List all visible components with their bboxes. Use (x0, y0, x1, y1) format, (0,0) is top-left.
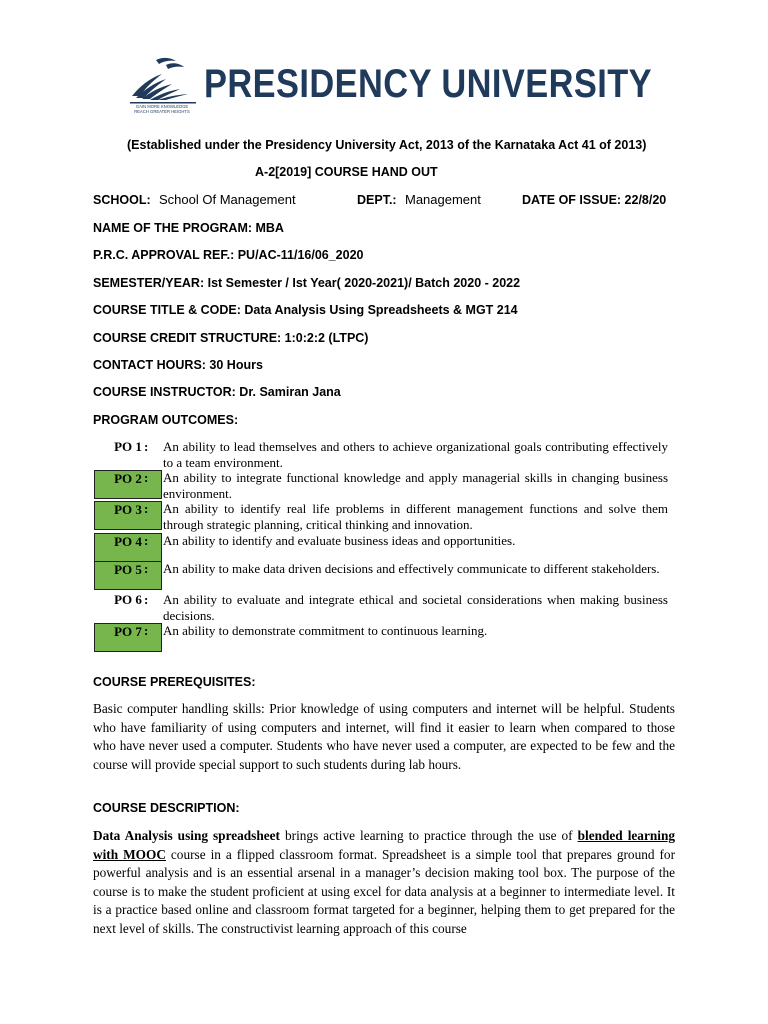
establishment-line: (Established under the Presidency University Act, 2013 of the Karnataka Act 41 of 2013) (127, 138, 647, 152)
outcome-colon: : (144, 592, 149, 607)
outcome-code: PO 4 (94, 533, 162, 562)
university-name: PRESIDENCY UNIVERSITY (204, 62, 653, 106)
course-instructor: COURSE INSTRUCTOR: Dr. Samiran Jana (93, 385, 341, 399)
handout-title: A-2[2019] COURSE HAND OUT (255, 165, 438, 179)
program-outcomes-heading: PROGRAM OUTCOMES: (93, 413, 239, 427)
school-value: School Of Management (159, 192, 296, 207)
prerequisites-heading: COURSE PREREQUISITES: (93, 675, 256, 689)
outcome-colon: : (144, 439, 149, 454)
outcome-colon: : (144, 561, 149, 576)
outcome-code: PO 3 (94, 501, 162, 530)
outcome-code: PO 2 (94, 470, 162, 499)
outcome-code: PO 1 (114, 439, 142, 454)
logo-tagline-2: REACH GREATER HEIGHTS (134, 109, 190, 114)
outcome-text: An ability to identify real life problems in different management functions and solve them through strategic planning, critical thinking and innovation. (163, 501, 668, 532)
outcome-text: An ability to identify and evaluate business ideas and opportunities. (163, 533, 516, 548)
outcome-text: An ability to demonstrate commitment to continuous learning. (163, 623, 488, 638)
dept-value: Management (405, 192, 481, 207)
outcome-colon: : (144, 623, 149, 638)
course-credit-structure: COURSE CREDIT STRUCTURE: 1:0:2:2 (LTPC) (93, 331, 369, 345)
outcome-code: PO 5 (94, 561, 162, 590)
description-text (93, 827, 675, 938)
dept-label: DEPT.: (357, 193, 397, 207)
prc-approval: P.R.C. APPROVAL REF.: PU/AC-11/16/06_2020 (93, 248, 364, 262)
description-part-1: brings active learning to practice through the use of (279, 828, 578, 843)
school-label: SCHOOL: (93, 193, 151, 207)
program-name: NAME OF THE PROGRAM: MBA (93, 221, 284, 235)
mooc-link[interactable]: blended learning with MOOC (93, 828, 675, 862)
outcome-colon: : (144, 470, 149, 485)
outcome-text: An ability to lead themselves and others to achieve organizational goals contributing effectively to a team environment. (163, 439, 668, 470)
description-lead: Data Analysis using spreadsheet (93, 828, 280, 843)
outcome-colon: : (144, 501, 149, 516)
university-logo (126, 56, 198, 114)
outcome-text: An ability to evaluate and integrate ethical and societal considerations when making business decisions. (163, 592, 668, 623)
outcome-code: PO 7 (94, 623, 162, 652)
logo-tagline-1: GAIN MORE KNOWLEDGE (135, 104, 189, 109)
outcome-colon: : (144, 533, 149, 548)
semester-year: SEMESTER/YEAR: Ist Semester / Ist Year( 2020-2021)/ Batch 2020 - 2022 (93, 276, 521, 290)
course-title-code: COURSE TITLE & CODE: Data Analysis Using Spreadsheets & MGT 214 (93, 303, 518, 317)
outcome-code: PO 6 (114, 592, 142, 607)
contact-hours: CONTACT HOURS: 30 Hours (93, 358, 263, 372)
description-part-2: course in a flipped classroom format. Spreadsheet is a simple tool that prepares ground for powerful analysis and is an essential arsenal in a manager’s decision making tool box. The purpose of the course is to make the student proficient at using excel for data analysis at a beginner to intermediate level. It is a practice based online and classroom format targeted for a beginner, helping them to get prepared for the next level of skills. The constructivist learning approach of this course (93, 846, 675, 936)
description-heading: COURSE DESCRIPTION: (93, 801, 240, 815)
outcome-text: An ability to make data driven decisions and effectively communicate to different stakeholders. (163, 561, 660, 576)
prerequisites-text: Basic computer handling skills: Prior knowledge of using computers and internet will be helpful. Students who have familiarity of using computers and internet, will find it easier to learn when compared to those who have never used a computer. Students who have never used a computer, are expected to be few and the course will provide special support to such students during lab hours. (93, 701, 675, 772)
outcome-text: An ability to integrate functional knowledge and apply managerial skills in changing business environment. (163, 470, 668, 501)
date-of-issue: DATE OF ISSUE: 22/8/20 (522, 193, 667, 207)
